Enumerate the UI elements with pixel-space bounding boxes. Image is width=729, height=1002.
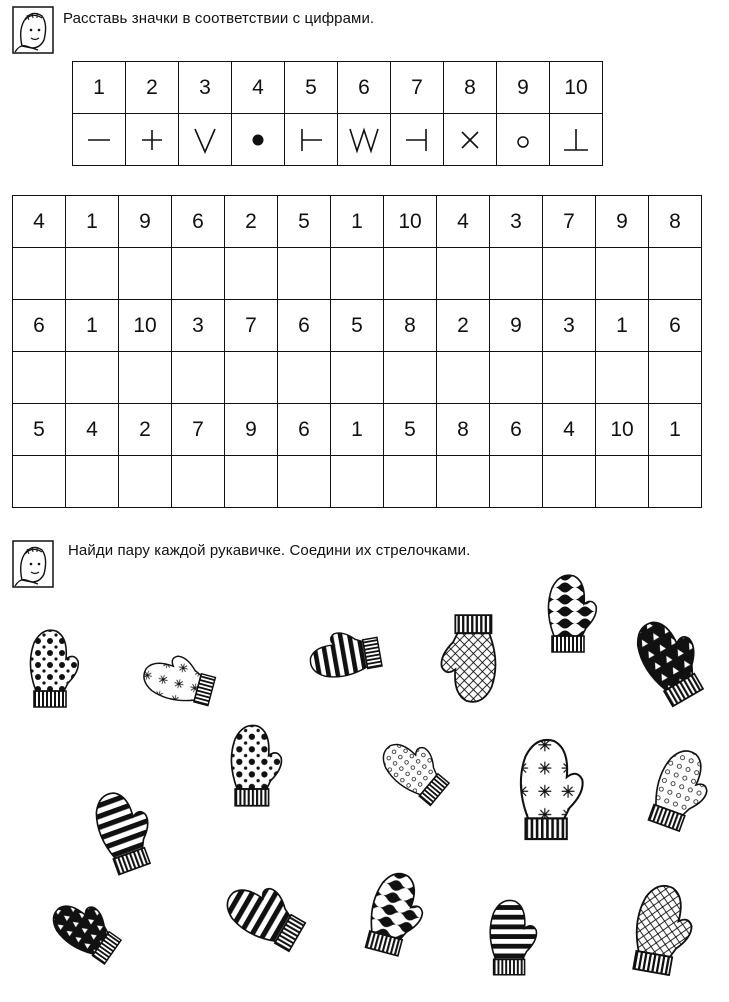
task1-instruction: Расставь значки в соответствии с цифрами. bbox=[63, 10, 375, 27]
key-symbol-cell bbox=[126, 114, 179, 166]
key-symbol-cell bbox=[391, 114, 444, 166]
grid-number-cell: 2 bbox=[119, 404, 172, 456]
grid-number-cell: 6 bbox=[13, 300, 66, 352]
grid-number-row bbox=[13, 404, 702, 456]
grid-answer-cell[interactable] bbox=[331, 352, 384, 404]
grid-answer-cell[interactable] bbox=[490, 456, 543, 508]
grid-answer-cell[interactable] bbox=[278, 248, 331, 300]
grid-answer-cell[interactable] bbox=[278, 456, 331, 508]
v-icon bbox=[190, 125, 220, 155]
key-table bbox=[72, 61, 603, 166]
circle-icon bbox=[508, 125, 538, 155]
mitten-polka-dot-icon[interactable] bbox=[222, 720, 288, 812]
grid-answer-cell[interactable] bbox=[66, 248, 119, 300]
grid-number-cell: 6 bbox=[649, 300, 702, 352]
grid-number-cell: 4 bbox=[437, 196, 490, 248]
mitten-circle-pattern-icon[interactable] bbox=[370, 730, 460, 810]
dash-icon bbox=[84, 125, 114, 155]
grid-answer-cell[interactable] bbox=[596, 248, 649, 300]
grid-answer-cell[interactable] bbox=[384, 352, 437, 404]
grid-number-cell: 7 bbox=[225, 300, 278, 352]
grid-number-cell: 1 bbox=[596, 300, 649, 352]
mitten-striped-icon[interactable] bbox=[290, 615, 400, 695]
grid-number-cell: 9 bbox=[596, 196, 649, 248]
grid-number-cell: 9 bbox=[225, 404, 278, 456]
grid-number-cell: 3 bbox=[490, 196, 543, 248]
grid-answer-cell[interactable] bbox=[543, 248, 596, 300]
key-number-cell: 8 bbox=[444, 62, 497, 114]
grid-number-cell: 3 bbox=[543, 300, 596, 352]
answer-grid bbox=[12, 195, 702, 508]
grid-number-cell: 7 bbox=[172, 404, 225, 456]
mitten-circle-pattern-icon[interactable] bbox=[645, 745, 715, 835]
grid-answer-cell[interactable] bbox=[172, 352, 225, 404]
key-number-cell: 10 bbox=[550, 62, 603, 114]
grid-number-cell: 10 bbox=[384, 196, 437, 248]
grid-number-cell: 4 bbox=[543, 404, 596, 456]
grid-answer-cell[interactable] bbox=[225, 248, 278, 300]
key-number-cell: 9 bbox=[497, 62, 550, 114]
right-tee-icon bbox=[402, 125, 432, 155]
grid-number-cell: 5 bbox=[13, 404, 66, 456]
grid-number-cell: 6 bbox=[278, 404, 331, 456]
mitten-triangle-icon[interactable] bbox=[40, 890, 132, 970]
grid-answer-row bbox=[13, 248, 702, 300]
grid-answer-cell[interactable] bbox=[66, 456, 119, 508]
mitten-striped-icon[interactable] bbox=[482, 892, 542, 984]
mitten-diamond-icon[interactable] bbox=[435, 608, 505, 708]
grid-answer-cell[interactable] bbox=[437, 352, 490, 404]
key-number-cell: 5 bbox=[285, 62, 338, 114]
grid-answer-row bbox=[13, 456, 702, 508]
grid-answer-cell[interactable] bbox=[172, 248, 225, 300]
grid-answer-cell[interactable] bbox=[490, 352, 543, 404]
grid-answer-cell[interactable] bbox=[384, 456, 437, 508]
grid-answer-cell[interactable] bbox=[596, 352, 649, 404]
key-symbol-cell bbox=[550, 114, 603, 166]
key-numbers-row bbox=[73, 62, 603, 114]
grid-answer-cell[interactable] bbox=[13, 456, 66, 508]
grid-number-cell: 8 bbox=[437, 404, 490, 456]
key-number-cell: 3 bbox=[179, 62, 232, 114]
grid-answer-cell[interactable] bbox=[596, 456, 649, 508]
key-number-cell: 7 bbox=[391, 62, 444, 114]
dot-icon bbox=[243, 125, 273, 155]
grid-answer-cell[interactable] bbox=[66, 352, 119, 404]
key-number-cell: 6 bbox=[338, 62, 391, 114]
grid-number-cell: 4 bbox=[13, 196, 66, 248]
grid-number-cell: 1 bbox=[331, 196, 384, 248]
key-symbol-cell bbox=[497, 114, 550, 166]
grid-answer-cell[interactable] bbox=[278, 352, 331, 404]
grid-answer-cell[interactable] bbox=[331, 248, 384, 300]
key-symbol-cell bbox=[285, 114, 338, 166]
key-symbol-cell bbox=[232, 114, 285, 166]
mitten-striped-icon[interactable] bbox=[92, 785, 156, 877]
grid-answer-cell[interactable] bbox=[543, 456, 596, 508]
grid-answer-cell[interactable] bbox=[172, 456, 225, 508]
mitten-wave-icon[interactable] bbox=[540, 570, 602, 658]
grid-number-cell: 10 bbox=[119, 300, 172, 352]
grid-answer-cell[interactable] bbox=[13, 248, 66, 300]
grid-answer-cell[interactable] bbox=[119, 352, 172, 404]
w-icon bbox=[347, 125, 381, 155]
grid-number-cell: 1 bbox=[66, 196, 119, 248]
grid-number-cell: 1 bbox=[649, 404, 702, 456]
grid-number-cell: 5 bbox=[331, 300, 384, 352]
mitten-diamond-icon[interactable] bbox=[625, 880, 699, 980]
grid-number-cell: 3 bbox=[172, 300, 225, 352]
up-tack-icon bbox=[561, 125, 591, 155]
grid-number-cell: 6 bbox=[278, 300, 331, 352]
grid-answer-cell[interactable] bbox=[119, 248, 172, 300]
key-symbol-cell bbox=[73, 114, 126, 166]
grid-answer-cell[interactable] bbox=[119, 456, 172, 508]
mitten-striped-cuff-icon[interactable] bbox=[215, 870, 315, 960]
grid-answer-cell[interactable] bbox=[331, 456, 384, 508]
grid-number-cell: 2 bbox=[437, 300, 490, 352]
mitten-triangle-icon[interactable] bbox=[635, 612, 705, 708]
grid-answer-cell[interactable] bbox=[13, 352, 66, 404]
grid-number-cell: 6 bbox=[490, 404, 543, 456]
grid-answer-cell[interactable] bbox=[649, 456, 702, 508]
grid-number-row bbox=[13, 300, 702, 352]
grid-number-cell: 1 bbox=[66, 300, 119, 352]
mitten-wave-icon[interactable] bbox=[360, 868, 430, 960]
grid-number-cell: 8 bbox=[384, 300, 437, 352]
key-symbol-cell bbox=[444, 114, 497, 166]
grid-number-row bbox=[13, 196, 702, 248]
key-symbol-cell bbox=[179, 114, 232, 166]
left-tee-icon bbox=[296, 125, 326, 155]
plus-icon bbox=[137, 125, 167, 155]
grid-number-cell: 9 bbox=[490, 300, 543, 352]
grid-number-cell: 10 bbox=[596, 404, 649, 456]
grid-answer-cell[interactable] bbox=[649, 352, 702, 404]
grid-number-cell: 7 bbox=[543, 196, 596, 248]
key-symbols-row bbox=[73, 114, 603, 166]
grid-number-cell: 9 bbox=[119, 196, 172, 248]
grid-answer-cell[interactable] bbox=[543, 352, 596, 404]
key-number-cell: 4 bbox=[232, 62, 285, 114]
grid-answer-cell[interactable] bbox=[490, 248, 543, 300]
cross-icon bbox=[455, 125, 485, 155]
mitten-snowflake-icon[interactable] bbox=[124, 640, 234, 720]
grid-number-cell: 4 bbox=[66, 404, 119, 456]
grid-answer-cell[interactable] bbox=[384, 248, 437, 300]
mitten-snowflake-icon[interactable] bbox=[510, 730, 590, 850]
key-number-cell: 2 bbox=[126, 62, 179, 114]
grid-number-cell: 8 bbox=[649, 196, 702, 248]
grid-number-cell: 2 bbox=[225, 196, 278, 248]
grid-answer-cell[interactable] bbox=[225, 352, 278, 404]
mitten-polka-dot-icon[interactable] bbox=[22, 625, 84, 713]
grid-number-cell: 5 bbox=[384, 404, 437, 456]
grid-number-cell: 1 bbox=[331, 404, 384, 456]
task2-instruction: Найди пару каждой рукавичке. Соедини их стрелочками. bbox=[68, 542, 471, 559]
grid-number-cell: 5 bbox=[278, 196, 331, 248]
grid-answer-cell[interactable] bbox=[649, 248, 702, 300]
key-number-cell: 1 bbox=[73, 62, 126, 114]
grid-answer-cell[interactable] bbox=[437, 456, 490, 508]
grid-number-cell: 6 bbox=[172, 196, 225, 248]
grid-answer-cell[interactable] bbox=[437, 248, 490, 300]
child-face-icon bbox=[12, 6, 54, 54]
child-face-icon bbox=[12, 540, 54, 588]
grid-answer-row bbox=[13, 352, 702, 404]
grid-answer-cell[interactable] bbox=[225, 456, 278, 508]
key-symbol-cell bbox=[338, 114, 391, 166]
